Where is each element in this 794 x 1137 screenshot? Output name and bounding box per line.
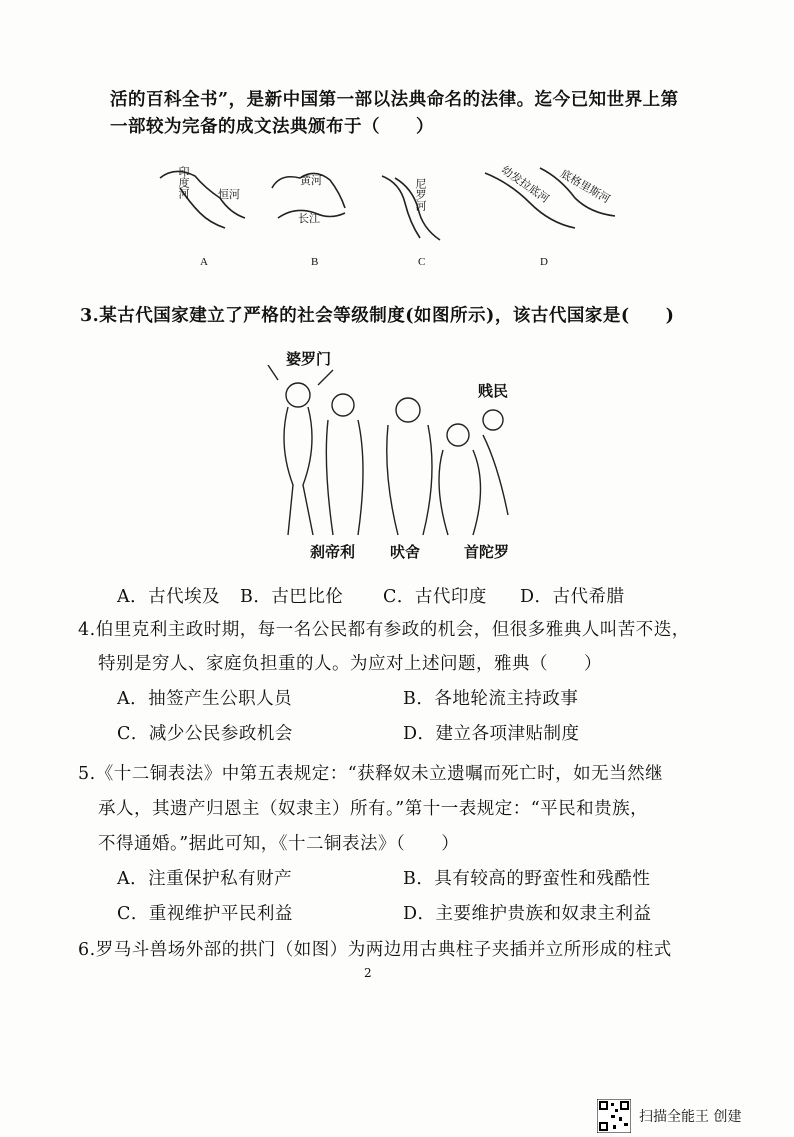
- q5-option-a: A．注重保护私有财产: [117, 869, 293, 889]
- label-untouchable: 贱民: [478, 382, 509, 400]
- q5-line-2: 承人，其遗产归恩主（奴隶主）所有。”第十一表规定：“平民和贵族，: [98, 799, 649, 819]
- q3-option-d: D．古代希腊: [520, 587, 625, 607]
- map-d: [480, 158, 640, 258]
- label-brahmin: 婆罗门: [286, 350, 332, 368]
- q3-stem: 3.某古代国家建立了严格的社会等级制度(如图所示)，该古代国家是( ): [80, 306, 675, 326]
- q5-line-3: 不得通婚。”据此可知，《十二铜表法》（ ）: [98, 834, 460, 854]
- map-a-label: A: [200, 256, 208, 268]
- q2-line-1: 活的百科全书”，是新中国第一部以法典命名的法律。迄今已知世界上第: [110, 90, 679, 110]
- qr-code-drawing: [597, 1099, 631, 1133]
- map-c-label: C: [418, 256, 426, 268]
- map-a-river-2: 恒河: [218, 189, 240, 201]
- q6-line-1: 6.罗马斗兽场外部的拱门（如图）为两边用古典柱子夹插并立所形成的柱式: [78, 940, 672, 960]
- q4-line-1: 4.伯里克利主政时期，每一名公民都有参政的机会，但很多雅典人叫苦不迭，: [78, 620, 690, 640]
- q3-option-c: C．古代印度: [383, 587, 487, 607]
- label-kshatriya: 刹帝利: [310, 543, 356, 561]
- map-d-river-2: 底格里斯河: [558, 167, 612, 206]
- q4-option-a: A．抽签产生公职人员: [117, 689, 293, 709]
- map-c-river: 尼罗河: [414, 178, 426, 211]
- q2-line-2: 一部较为完备的成文法典颁布于（ ）: [110, 117, 434, 137]
- label-vaishya: 吠舍: [390, 543, 421, 561]
- q4-option-c: C．减少公民参政机会: [117, 724, 293, 744]
- map-d-river-1: 幼发拉底河: [498, 164, 551, 206]
- q5-option-d: D．主要维护贵族和奴隶主利益: [403, 904, 652, 924]
- q5-option-c: C．重视维护平民利益: [117, 904, 293, 924]
- map-b-river-2: 长江: [298, 213, 320, 225]
- map-b-label: B: [311, 256, 319, 268]
- q5-option-b: B．具有较高的野蛮性和残酷性: [403, 869, 651, 889]
- map-d-label: D: [540, 256, 548, 268]
- q5-line-1: 5.《十二铜表法》中第五表规定：“获释奴未立遗嘱而死亡时，如无当然继: [78, 764, 664, 784]
- q4-option-b: B．各地轮流主持政事: [403, 689, 579, 709]
- scanner-watermark: 扫描全能王 创建: [639, 1109, 742, 1125]
- page-number: 2: [364, 966, 372, 980]
- caste-figure: [258, 350, 518, 565]
- label-shudra: 首陀罗: [464, 543, 510, 561]
- map-a-river-1: 印度河: [177, 166, 189, 199]
- q3-option-b: B．古巴比伦: [240, 587, 344, 607]
- qr-code-icon: [597, 1099, 631, 1133]
- q4-option-d: D．建立各项津贴制度: [403, 724, 580, 744]
- q4-line-2: 特别是穷人、家庭负担重的人。为应对上述问题，雅典（ ）: [98, 654, 602, 674]
- q3-option-a: A．古代埃及: [117, 587, 221, 607]
- river-maps: [150, 158, 470, 258]
- map-b-river-1: 黄河: [300, 175, 322, 187]
